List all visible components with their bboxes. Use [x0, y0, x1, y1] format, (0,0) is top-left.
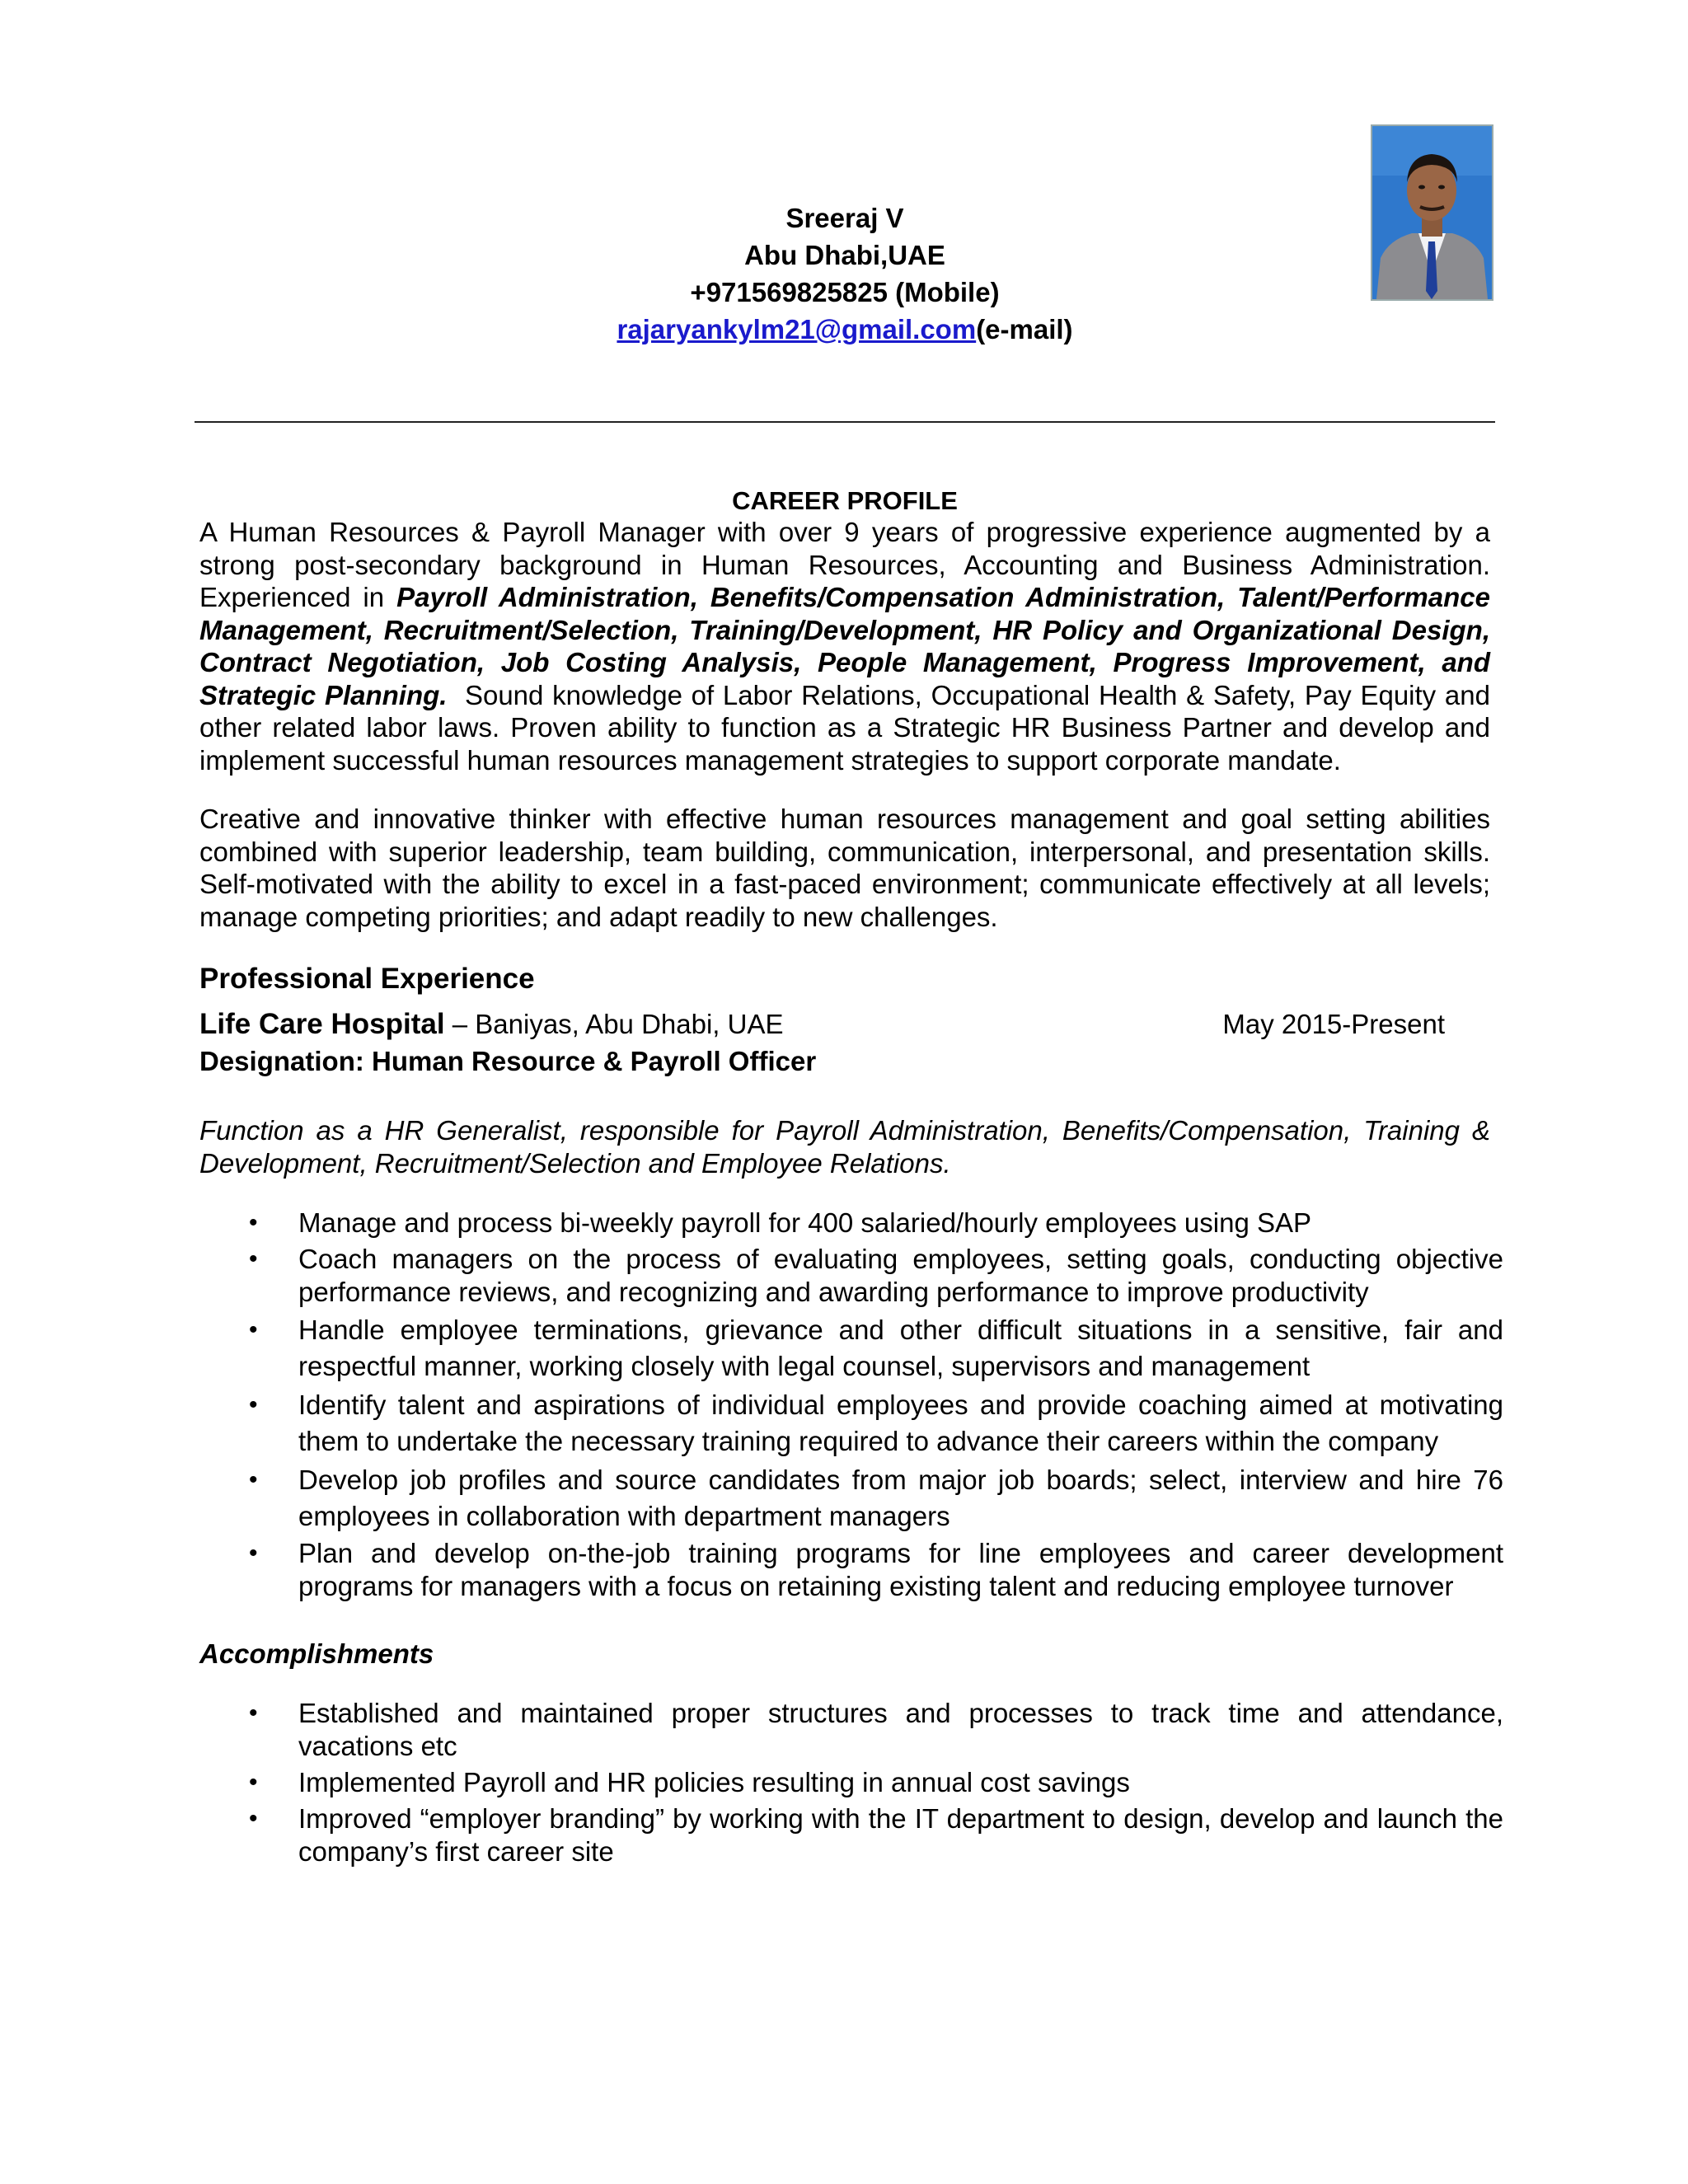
portrait-image [1372, 126, 1492, 299]
list-item [199, 1462, 1503, 1535]
email-suffix: (e-mail) [976, 314, 1073, 344]
candidate-email-line [495, 311, 1195, 348]
bullet-icon: • [249, 1540, 258, 1567]
list-item [199, 1207, 1503, 1240]
accomplishment-text: Established and maintained proper structures and processes to track time and attendance, vacations etc [298, 1698, 1503, 1761]
duties-list [199, 1207, 1503, 1603]
list-item [199, 1802, 1503, 1868]
email-link[interactable]: rajaryankylm21@gmail.com [617, 314, 977, 344]
bullet-icon: • [249, 1699, 258, 1727]
candidate-location: Abu Dhabi,UAE [744, 240, 945, 270]
bullet-icon: • [249, 1316, 258, 1343]
list-item [199, 1697, 1503, 1763]
company-location: – Baniyas, Abu Dhabi, UAE [444, 1009, 784, 1039]
bullet-icon: • [249, 1209, 258, 1236]
list-item [199, 1243, 1503, 1309]
summary-rest: Sound knowledge of Labor Relations, Occupational Health & Safety, Pay Equity and other related labor laws. Proven ability to function as a Strategic HR Business Partner and develop and implement successful human resources management strategies to support corporate mandate. [199, 679, 1498, 776]
list-item [199, 1766, 1503, 1799]
contact-header [495, 199, 1195, 348]
professional-experience-heading: Professional Experience [199, 963, 535, 995]
profile-photo [1371, 124, 1493, 301]
career-profile-summary [199, 516, 1498, 776]
summary-intro: A Human Resources & Payroll Manager with over 9 years of progressive experience augmented by a strong post-secondary background in Human Resources, Accounting and Business Administration. Experienced in [199, 517, 1490, 612]
bullet-icon: • [249, 1769, 258, 1796]
job-dates: May 2015-Present [1222, 1009, 1445, 1039]
duty-text: Manage and process bi-weekly payroll for 400 salaried/hourly employees using SAP [298, 1207, 1311, 1238]
accomplishment-text: Implemented Payroll and HR policies resulting in annual cost savings [298, 1767, 1130, 1797]
duty-text: Develop job profiles and source candidates from major job boards; select, interview and hire 76 employees in collaboration with department managers [298, 1465, 1503, 1531]
summary-skills: Payroll Administration, Benefits/Compensation Administration, Talent/Performance Management, Recruitment/Selection, Training/Development, HR Policy and Organizational Design, Contract Negotiation, Job Costing Analysis, People Management, Progress Improvement, and Strategic Planning. [199, 582, 1490, 710]
accomplishments-heading: Accomplishments [199, 1638, 434, 1669]
candidate-phone: +971569825825 (Mobile) [690, 277, 1000, 307]
bullet-icon: • [249, 1245, 258, 1272]
list-item [199, 1312, 1503, 1385]
career-profile-heading: CAREER PROFILE [732, 486, 958, 515]
duty-text: Handle employee terminations, grievance and other difficult situations in a sensitive, fair and respectful manner, working closely with legal counsel, supervisors and management [298, 1315, 1503, 1381]
duty-text: Identify talent and aspirations of individual employees and provide coaching aimed at motivating them to undertake the necessary training required to advance their careers within the company [298, 1390, 1503, 1456]
list-item [199, 1387, 1503, 1460]
bullet-icon: • [249, 1391, 258, 1418]
header-divider [195, 421, 1495, 423]
job-function-summary: Function as a HR Generalist, responsible for Payroll Administration, Benefits/Compensation, Training & Development, Recruitment/Selection and Employee Relations. [199, 1115, 1490, 1179]
list-item [199, 1537, 1503, 1603]
accomplishments-list [199, 1697, 1503, 1868]
career-profile-strengths: Creative and innovative thinker with effective human resources management and goal setting abilities combined with superior leadership, team building, communication, interpersonal, and presentation skills. Self-motivated with the ability to excel in a fast-paced environment; communicate effectively at all levels; manage competing priorities; and adapt readily to new challenges. [199, 804, 1490, 932]
candidate-name: Sreeraj V [785, 203, 904, 233]
job-header [199, 1005, 1490, 1043]
job-designation: Designation: Human Resource & Payroll Officer [199, 1046, 817, 1076]
duty-text: Coach managers on the process of evaluating employees, setting goals, conducting objective performance reviews, and recognizing and awarding performance to improve productivity [298, 1244, 1503, 1307]
bullet-icon: • [249, 1805, 258, 1832]
accomplishment-text: Improved “employer branding” by working with the IT department to design, develop and launch the company’s first career site [298, 1803, 1503, 1867]
company-name: Life Care Hospital [199, 1008, 445, 1040]
bullet-icon: • [249, 1466, 258, 1493]
duty-text: Plan and develop on-the-job training programs for line employees and career development programs for managers with a focus on retaining existing talent and reducing employee turnover [298, 1538, 1503, 1601]
resume-body [199, 486, 1503, 1872]
